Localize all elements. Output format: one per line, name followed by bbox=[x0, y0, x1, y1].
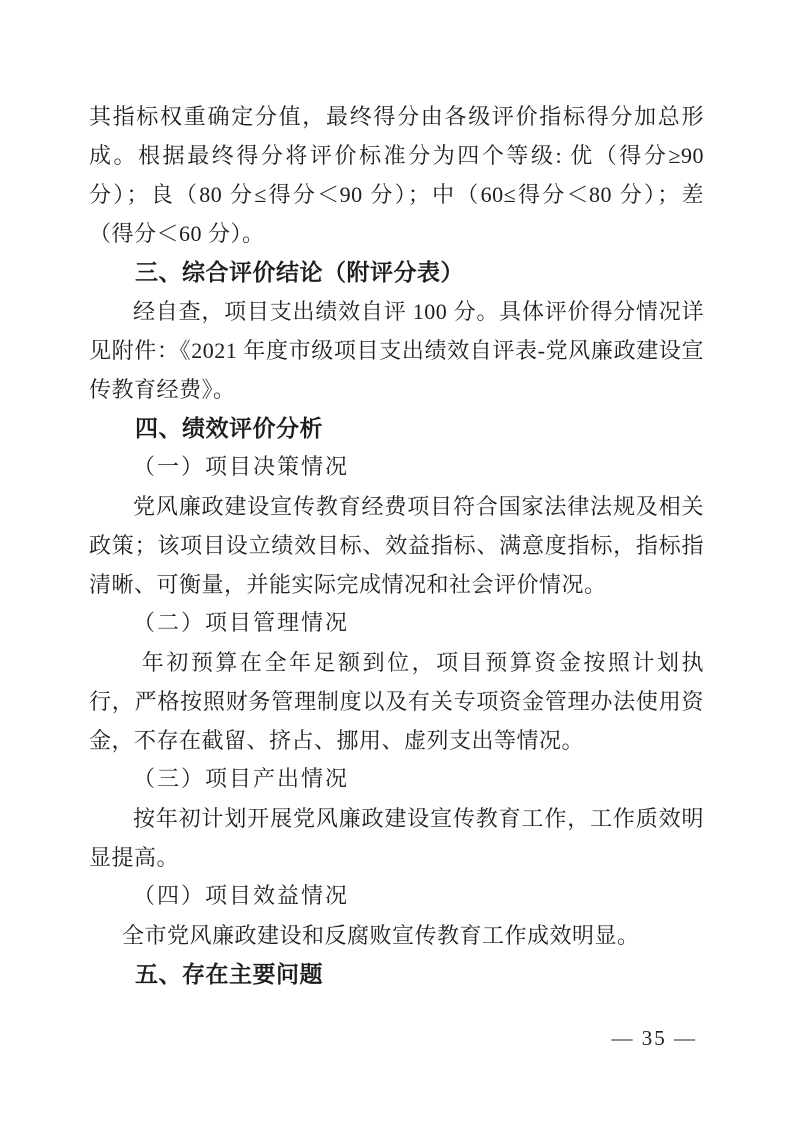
paragraph-project-output: 按年初计划开展党风廉政建设宣传教育工作，工作质效明显提高。 bbox=[89, 806, 704, 870]
paragraph-grading-scale: 其指标权重确定分值，最终得分由各级评价指标得分加总形成。根据最终得分将评价标准分为四个等级: 优（得分≥90 分）；良（80 分≤得分＜90 分）；中（60≤得分＜80 分）；差（得分＜60 分）。 bbox=[89, 104, 704, 246]
paragraph-project-decision: 党风廉政建设宣传教育经费项目符合国家法律法规及相关政策；该项目设立绩效目标、效益指标、满意度指标，指标指清晰、可衡量，并能实际完成情况和社会评价情况。 bbox=[89, 494, 704, 597]
section-heading-main-problems: 五、存在主要问题 bbox=[135, 961, 323, 987]
page-content bbox=[89, 97, 704, 994]
paragraph-self-evaluation-score: 经自查，项目支出绩效自评 100 分。具体评价得分情况详见附件：《2021 年度市级项目支出绩效自评表-党风廉政建设宣传教育经费》。 bbox=[89, 299, 704, 402]
page-number: — 35 — bbox=[611, 1026, 697, 1050]
subsection-title-project-management: （二）项目管理情况 bbox=[133, 611, 350, 636]
paragraph-project-benefit: 全市党风廉政建设和反腐败宣传教育工作成效明显。 bbox=[122, 923, 640, 948]
subsection-title-project-output: （三）项目产出情况 bbox=[133, 767, 350, 792]
paragraph-project-management: 年初预算在全年足额到位，项目预算资金按照计划执行，严格按照财务管理制度以及有关专项资金管理办法使用资金，不存在截留、挤占、挪用、虚列支出等情况。 bbox=[89, 650, 704, 753]
subsection-title-project-benefit: （四）项目效益情况 bbox=[133, 884, 350, 909]
section-heading-performance-analysis: 四、绩效评价分析 bbox=[135, 415, 323, 441]
subsection-title-project-decision: （一）项目决策情况 bbox=[133, 455, 350, 480]
section-heading-overall-conclusion: 三、综合评价结论（附评分表） bbox=[135, 259, 464, 285]
